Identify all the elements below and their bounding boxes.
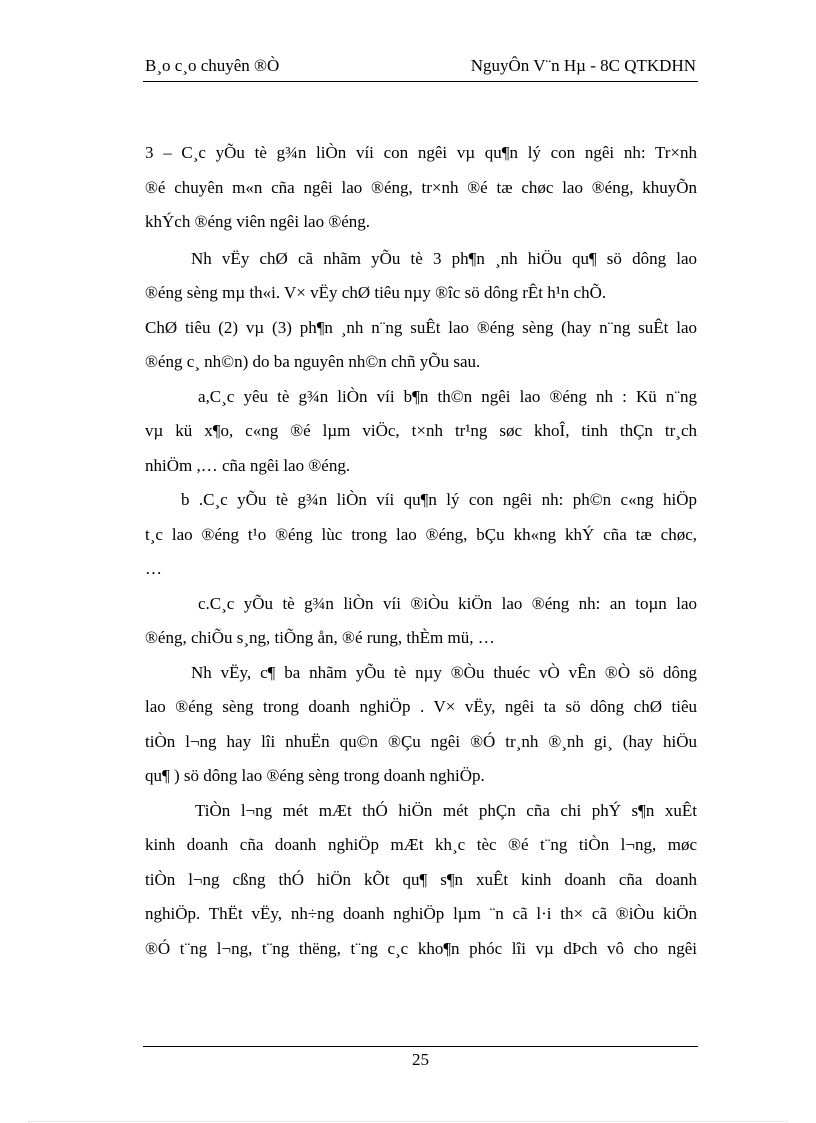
header-report-title: B¸o c¸o chuyên ®Ò (145, 56, 280, 75)
text-line: a,C¸c yêu tè g¾n liÒn víi b¶n th©n ngêi lao ®éng nh : Kü n¨ng (198, 386, 697, 406)
page-header (143, 52, 698, 80)
header-author: NguyÔn V¨n Hµ - 8C QTKDHN (470, 56, 696, 75)
text-line: ®é chuyên m«n cña ngêi lao ®éng, tr×nh ®é tæ chøc lao ®éng, khuyÕn (145, 177, 697, 197)
text-line: ®éng sèng mµ th«i. V× vËy chØ tiêu nµy ®îc sö dông rÊt h¹n chÕ. (145, 283, 607, 302)
page-edge (28, 1121, 788, 1122)
text-line: nghiÖp. ThËt vËy, nh÷ng doanh nghiÖp lµm ¨n cã l·i th× cã ®iÒu kiÖn (145, 904, 697, 923)
text-line: Nh vËy, c¶ ba nhãm yÕu tè nµy ®Òu thuéc vÒ vÊn ®Ò sö dông (191, 662, 697, 682)
text-line: vµ kü x¶o, c«ng ®é lµm viÖc, t×nh tr¹ng søc khoÎ, tinh thÇn tr¸ch (145, 421, 697, 440)
text-line: Nh vËy chØ cã nhãm yÕu tè 3 ph¶n ¸nh hiÖu qu¶ sö dông lao (191, 248, 697, 268)
text-line: kinh doanh cña doanh nghiÖp mÆt kh¸c tèc ®é t¨ng tiÒn l¬ng, møc (145, 835, 697, 854)
text-line: ®Ó t¨ng l¬ng, t¨ng thëng, t¨ng c¸c kho¶n phóc lîi vµ dÞch vô cho ngêi (145, 938, 697, 958)
text-line: c.C¸c yÕu tè g¾n liÒn víi ®iÒu kiÖn lao ®éng nh: an toµn lao (198, 593, 697, 613)
page-number: 25 (412, 1050, 429, 1069)
text-line: lao ®éng sèng trong doanh nghiÖp . V× vËy, ngêi ta sö dông chØ tiêu (145, 697, 697, 716)
text-line: nhiÖm ,… cña ngêi lao ®éng. (145, 455, 351, 475)
header-divider (143, 81, 698, 82)
text-line: tiÒn l¬ng cßng thÓ hiÖn kÕt qu¶ s¶n xuÊt kinh doanh cña doanh (145, 869, 697, 889)
text-line: 3 – C¸c yÕu tè g¾n liÒn víi con ngêi vµ qu¶n lý con ngêi nh: Tr×nh (145, 143, 697, 162)
text-line: … (145, 559, 162, 578)
document-body (145, 136, 697, 966)
text-line: tiÒn l¬ng hay lîi nhuËn qu©n ®Çu ngêi ®Ó tr¸nh ®¸nh gi¸ (hay hiÖu (145, 731, 697, 751)
text-line: t¸c lao ®éng t¹o ®éng lùc trong lao ®éng, bÇu kh«ng khÝ cña tæ chøc, (145, 524, 697, 544)
text-line: khÝch ®éng viên ngêi lao ®éng. (145, 212, 371, 231)
text-line: ®éng c¸ nh©n) do ba nguyên nh©n chñ yÕu sau. (145, 352, 481, 371)
text-line: qu¶ ) sö dông lao ®éng sèng trong doanh nghiÖp. (145, 766, 485, 785)
text-line: TiÒn l¬ng mét mÆt thÓ hiÖn mét phÇn cña chi phÝ s¶n xuÊt (195, 800, 697, 820)
text-line: ChØ tiêu (2) vµ (3) ph¶n ¸nh n¨ng suÊt lao ®éng sèng (hay n¨ng suÊt lao (145, 317, 697, 337)
text-line: b .C¸c yÕu tè g¾n liÒn víi qu¶n lý con ngêi nh: ph©n c«ng hiÖp (181, 490, 697, 509)
footer-divider (143, 1046, 698, 1047)
text-line: ®éng, chiÕu s¸ng, tiÕng ån, ®é rung, thÈm mü, … (145, 628, 495, 647)
